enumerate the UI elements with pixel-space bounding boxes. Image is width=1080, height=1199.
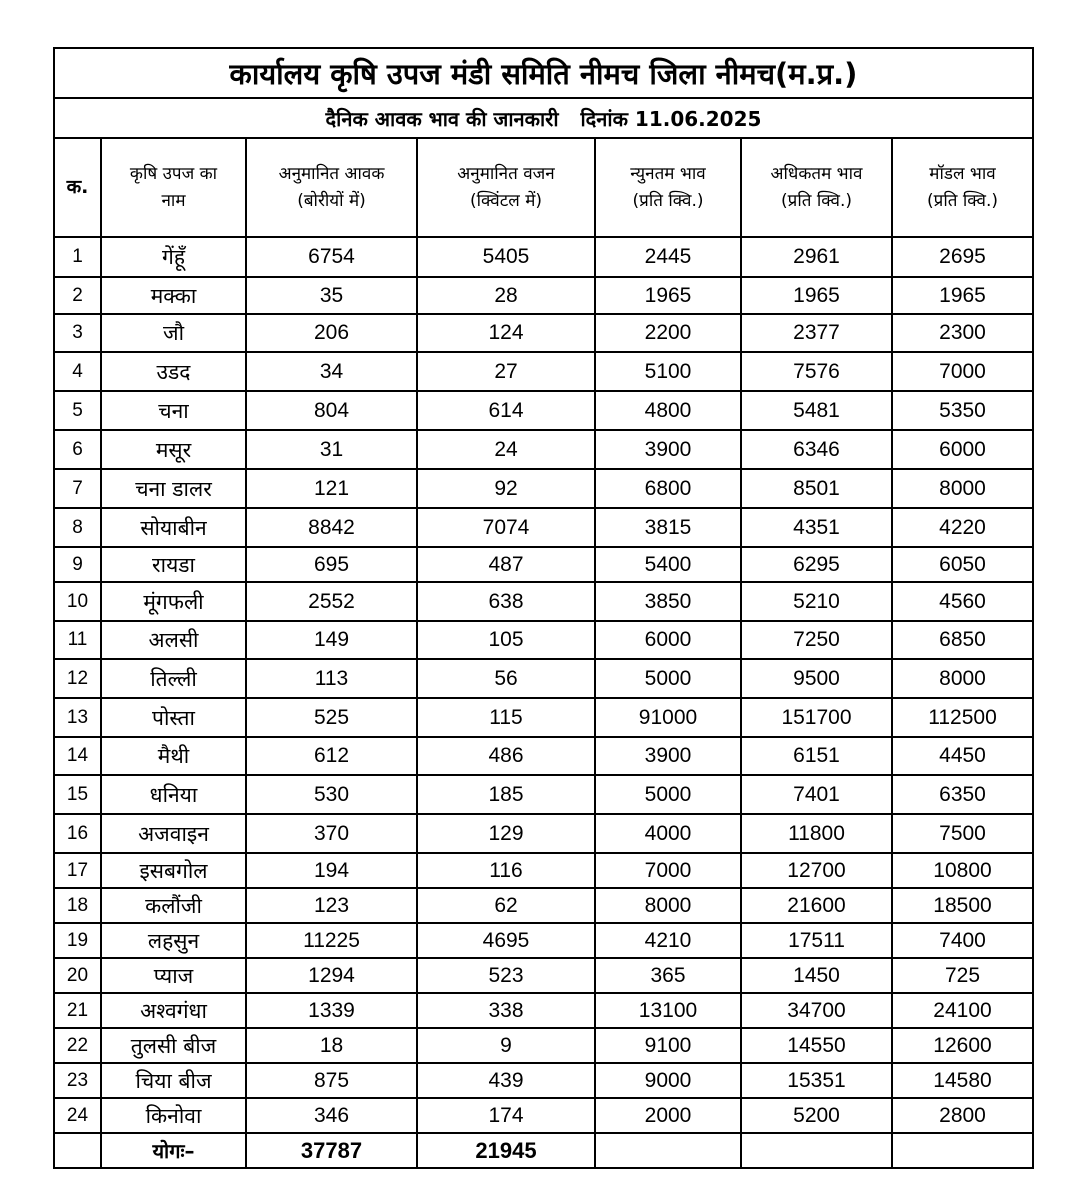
- table-row: [54, 1063, 1033, 1098]
- max-price-cell: 15351: [741, 1063, 892, 1098]
- crop-name-cell: चना: [101, 391, 246, 430]
- crop-name-cell: उडद: [101, 352, 246, 391]
- table-row: [54, 582, 1033, 621]
- empty-cell: [54, 1133, 101, 1168]
- min-price-cell: 91000: [595, 698, 741, 737]
- max-price-cell: 1450: [741, 958, 892, 993]
- max-price-cell: 4351: [741, 508, 892, 547]
- modal-price-cell: 5350: [892, 391, 1033, 430]
- table-row: [54, 621, 1033, 659]
- crop-name-cell: चिया बीज: [101, 1063, 246, 1098]
- max-price-cell: 5481: [741, 391, 892, 430]
- min-price-cell: 13100: [595, 993, 741, 1028]
- weight-cell: 115: [417, 698, 595, 737]
- crop-name-cell: मैथी: [101, 737, 246, 775]
- table-row: [54, 814, 1033, 853]
- modal-price-cell: 4220: [892, 508, 1033, 547]
- crop-name-cell: प्याज: [101, 958, 246, 993]
- arrival-cell: 804: [246, 391, 417, 430]
- arrival-cell: 6754: [246, 237, 417, 277]
- title-row: [54, 48, 1033, 98]
- mandi-price-table: [53, 47, 1034, 1169]
- max-price-cell: 34700: [741, 993, 892, 1028]
- modal-price-cell: 7000: [892, 352, 1033, 391]
- table-row: [54, 1028, 1033, 1063]
- modal-price-cell: 12600: [892, 1028, 1033, 1063]
- weight-cell: 4695: [417, 923, 595, 958]
- empty-cell: [741, 1133, 892, 1168]
- crop-name-cell: अश्वगंधा: [101, 993, 246, 1028]
- min-price-cell: 2445: [595, 237, 741, 277]
- max-price-cell: 5210: [741, 582, 892, 621]
- weight-cell: 62: [417, 888, 595, 923]
- crop-name-cell: मसूर: [101, 430, 246, 469]
- serial-cell: 19: [54, 923, 101, 958]
- arrival-cell: 35: [246, 277, 417, 314]
- max-price-cell: 7401: [741, 775, 892, 814]
- weight-header-line2: (क्विंटल में): [469, 190, 543, 211]
- modal-price-cell: 1965: [892, 277, 1033, 314]
- arrival-cell: 530: [246, 775, 417, 814]
- max-price-cell: 5200: [741, 1098, 892, 1133]
- max-price-cell: 21600: [741, 888, 892, 923]
- table-row: [54, 993, 1033, 1028]
- max-price-cell: 11800: [741, 814, 892, 853]
- crop-name-cell: अजवाइन: [101, 814, 246, 853]
- min-price-header-line2: (प्रति क्वि.): [632, 190, 704, 211]
- serial-cell: 18: [54, 888, 101, 923]
- serial-cell: 1: [54, 237, 101, 277]
- weight-cell: 9: [417, 1028, 595, 1063]
- min-price-cell: 9000: [595, 1063, 741, 1098]
- weight-cell: 174: [417, 1098, 595, 1133]
- serial-cell: 23: [54, 1063, 101, 1098]
- total-label: योगः–: [101, 1133, 246, 1168]
- serial-header: क.: [54, 138, 101, 237]
- weight-header: [417, 138, 595, 237]
- arrival-header-line2: (बोरीयों में): [297, 190, 366, 211]
- arrival-cell: 11225: [246, 923, 417, 958]
- table-row: [54, 659, 1033, 698]
- weight-cell: 523: [417, 958, 595, 993]
- modal-price-cell: 24100: [892, 993, 1033, 1028]
- arrival-cell: 34: [246, 352, 417, 391]
- crop-name-cell: गेंहूँ: [101, 237, 246, 277]
- header-row: [54, 138, 1033, 237]
- serial-cell: 10: [54, 582, 101, 621]
- weight-cell: 28: [417, 277, 595, 314]
- crop-name-cell: कलौंजी: [101, 888, 246, 923]
- crop-name-cell: किनोवा: [101, 1098, 246, 1133]
- min-price-cell: 4800: [595, 391, 741, 430]
- max-price-header: [741, 138, 892, 237]
- weight-cell: 487: [417, 547, 595, 582]
- max-price-cell: 8501: [741, 469, 892, 508]
- min-price-cell: 365: [595, 958, 741, 993]
- min-price-cell: 3900: [595, 737, 741, 775]
- modal-price-cell: 4450: [892, 737, 1033, 775]
- weight-cell: 56: [417, 659, 595, 698]
- crop-name-cell: तिल्ली: [101, 659, 246, 698]
- arrival-cell: 370: [246, 814, 417, 853]
- arrival-cell: 18: [246, 1028, 417, 1063]
- serial-cell: 5: [54, 391, 101, 430]
- min-price-cell: 3815: [595, 508, 741, 547]
- modal-price-cell: 6000: [892, 430, 1033, 469]
- weight-cell: 24: [417, 430, 595, 469]
- weight-cell: 7074: [417, 508, 595, 547]
- table-row: [54, 888, 1033, 923]
- weight-cell: 614: [417, 391, 595, 430]
- crop-name-header-line1: कृषि उपज का: [129, 163, 218, 184]
- table-row: [54, 775, 1033, 814]
- max-price-cell: 9500: [741, 659, 892, 698]
- weight-cell: 27: [417, 352, 595, 391]
- serial-cell: 4: [54, 352, 101, 391]
- arrival-cell: 8842: [246, 508, 417, 547]
- total-row: [54, 1133, 1033, 1168]
- serial-cell: 12: [54, 659, 101, 698]
- crop-name-cell: धनिया: [101, 775, 246, 814]
- max-price-cell: 151700: [741, 698, 892, 737]
- serial-cell: 21: [54, 993, 101, 1028]
- modal-price-header: [892, 138, 1033, 237]
- table-row: [54, 277, 1033, 314]
- serial-cell: 2: [54, 277, 101, 314]
- table-row: [54, 314, 1033, 352]
- arrival-cell: 121: [246, 469, 417, 508]
- arrival-cell: 1294: [246, 958, 417, 993]
- modal-price-cell: 7500: [892, 814, 1033, 853]
- modal-price-cell: 8000: [892, 659, 1033, 698]
- min-price-cell: 7000: [595, 853, 741, 888]
- subtitle-text: दैनिक आवक भाव की जानकारी: [325, 106, 559, 131]
- arrival-cell: 149: [246, 621, 417, 659]
- total-arrival: 37787: [246, 1133, 417, 1168]
- max-price-cell: 6151: [741, 737, 892, 775]
- arrival-cell: 194: [246, 853, 417, 888]
- modal-price-cell: 7400: [892, 923, 1033, 958]
- serial-cell: 17: [54, 853, 101, 888]
- serial-cell: 11: [54, 621, 101, 659]
- subtitle-row: [54, 98, 1033, 138]
- min-price-header-line1: न्युनतम भाव: [630, 163, 706, 184]
- max-price-cell: 6346: [741, 430, 892, 469]
- crop-name-cell: पोस्ता: [101, 698, 246, 737]
- min-price-cell: 2000: [595, 1098, 741, 1133]
- serial-cell: 14: [54, 737, 101, 775]
- arrival-header: [246, 138, 417, 237]
- serial-cell: 8: [54, 508, 101, 547]
- min-price-cell: 3900: [595, 430, 741, 469]
- crop-name-cell: रायडा: [101, 547, 246, 582]
- table-row: [54, 923, 1033, 958]
- arrival-cell: 875: [246, 1063, 417, 1098]
- modal-price-cell: 6350: [892, 775, 1033, 814]
- modal-price-cell: 725: [892, 958, 1033, 993]
- modal-price-cell: 2800: [892, 1098, 1033, 1133]
- crop-name-header: [101, 138, 246, 237]
- min-price-cell: 3850: [595, 582, 741, 621]
- modal-price-cell: 18500: [892, 888, 1033, 923]
- weight-cell: 338: [417, 993, 595, 1028]
- serial-cell: 15: [54, 775, 101, 814]
- max-price-cell: 14550: [741, 1028, 892, 1063]
- weight-cell: 439: [417, 1063, 595, 1098]
- max-price-header-line2: (प्रति क्वि.): [781, 190, 852, 211]
- table-row: [54, 958, 1033, 993]
- modal-price-cell: 2695: [892, 237, 1033, 277]
- crop-name-cell: अलसी: [101, 621, 246, 659]
- max-price-cell: 2377: [741, 314, 892, 352]
- modal-price-cell: 4560: [892, 582, 1033, 621]
- table-row: [54, 391, 1033, 430]
- crop-name-cell: चना डालर: [101, 469, 246, 508]
- min-price-cell: 5100: [595, 352, 741, 391]
- weight-cell: 486: [417, 737, 595, 775]
- arrival-header-line1: अनुमानित आवक: [278, 163, 385, 184]
- min-price-cell: 6800: [595, 469, 741, 508]
- serial-cell: 9: [54, 547, 101, 582]
- serial-cell: 7: [54, 469, 101, 508]
- crop-name-cell: इसबगोल: [101, 853, 246, 888]
- document-title: कार्यालय कृषि उपज मंडी समिति नीमच जिला नीमच(म.प्र.): [54, 48, 1033, 98]
- crop-name-cell: लहसुन: [101, 923, 246, 958]
- empty-cell: [595, 1133, 741, 1168]
- table-row: [54, 430, 1033, 469]
- weight-header-line1: अनुमानित वजन: [457, 163, 555, 184]
- modal-price-cell: 6050: [892, 547, 1033, 582]
- arrival-cell: 2552: [246, 582, 417, 621]
- table-row: [54, 698, 1033, 737]
- min-price-header: [595, 138, 741, 237]
- min-price-cell: 4000: [595, 814, 741, 853]
- table-row: [54, 737, 1033, 775]
- serial-cell: 24: [54, 1098, 101, 1133]
- weight-cell: 638: [417, 582, 595, 621]
- max-price-cell: 1965: [741, 277, 892, 314]
- weight-cell: 124: [417, 314, 595, 352]
- crop-name-header-line2: नाम: [161, 190, 186, 211]
- weight-cell: 105: [417, 621, 595, 659]
- serial-cell: 22: [54, 1028, 101, 1063]
- weight-cell: 116: [417, 853, 595, 888]
- serial-cell: 16: [54, 814, 101, 853]
- table-row: [54, 853, 1033, 888]
- weight-cell: 129: [417, 814, 595, 853]
- modal-price-cell: 8000: [892, 469, 1033, 508]
- min-price-cell: 4210: [595, 923, 741, 958]
- weight-cell: 185: [417, 775, 595, 814]
- crop-name-cell: मक्का: [101, 277, 246, 314]
- min-price-cell: 2200: [595, 314, 741, 352]
- weight-cell: 5405: [417, 237, 595, 277]
- min-price-cell: 5400: [595, 547, 741, 582]
- arrival-cell: 113: [246, 659, 417, 698]
- total-weight: 21945: [417, 1133, 595, 1168]
- min-price-cell: 1965: [595, 277, 741, 314]
- crop-name-cell: जौ: [101, 314, 246, 352]
- min-price-cell: 8000: [595, 888, 741, 923]
- table-row: [54, 237, 1033, 277]
- table-row: [54, 352, 1033, 391]
- table-row: [54, 508, 1033, 547]
- min-price-cell: 6000: [595, 621, 741, 659]
- max-price-cell: 12700: [741, 853, 892, 888]
- serial-cell: 6: [54, 430, 101, 469]
- arrival-cell: 695: [246, 547, 417, 582]
- report-date: दिनांक 11.06.2025: [580, 106, 762, 131]
- min-price-cell: 5000: [595, 659, 741, 698]
- arrival-cell: 346: [246, 1098, 417, 1133]
- min-price-cell: 5000: [595, 775, 741, 814]
- max-price-header-line1: अधिकतम भाव: [770, 163, 863, 184]
- arrival-cell: 123: [246, 888, 417, 923]
- arrival-cell: 1339: [246, 993, 417, 1028]
- min-price-cell: 9100: [595, 1028, 741, 1063]
- modal-price-cell: 2300: [892, 314, 1033, 352]
- max-price-cell: 7576: [741, 352, 892, 391]
- serial-cell: 3: [54, 314, 101, 352]
- crop-name-cell: मूंगफली: [101, 582, 246, 621]
- max-price-cell: 6295: [741, 547, 892, 582]
- arrival-cell: 31: [246, 430, 417, 469]
- arrival-cell: 525: [246, 698, 417, 737]
- empty-cell: [892, 1133, 1033, 1168]
- modal-price-cell: 10800: [892, 853, 1033, 888]
- crop-name-cell: तुलसी बीज: [101, 1028, 246, 1063]
- max-price-cell: 2961: [741, 237, 892, 277]
- arrival-cell: 612: [246, 737, 417, 775]
- modal-price-header-line1: मॉडल भाव: [929, 163, 996, 184]
- table-row: [54, 469, 1033, 508]
- modal-price-header-line2: (प्रति क्वि.): [927, 190, 998, 211]
- table-row: [54, 547, 1033, 582]
- weight-cell: 92: [417, 469, 595, 508]
- modal-price-cell: 14580: [892, 1063, 1033, 1098]
- max-price-cell: 17511: [741, 923, 892, 958]
- arrival-cell: 206: [246, 314, 417, 352]
- crop-name-cell: सोयाबीन: [101, 508, 246, 547]
- serial-cell: 13: [54, 698, 101, 737]
- max-price-cell: 7250: [741, 621, 892, 659]
- table-row: [54, 1098, 1033, 1133]
- serial-cell: 20: [54, 958, 101, 993]
- modal-price-cell: 6850: [892, 621, 1033, 659]
- modal-price-cell: 112500: [892, 698, 1033, 737]
- report-subtitle: [54, 98, 1033, 138]
